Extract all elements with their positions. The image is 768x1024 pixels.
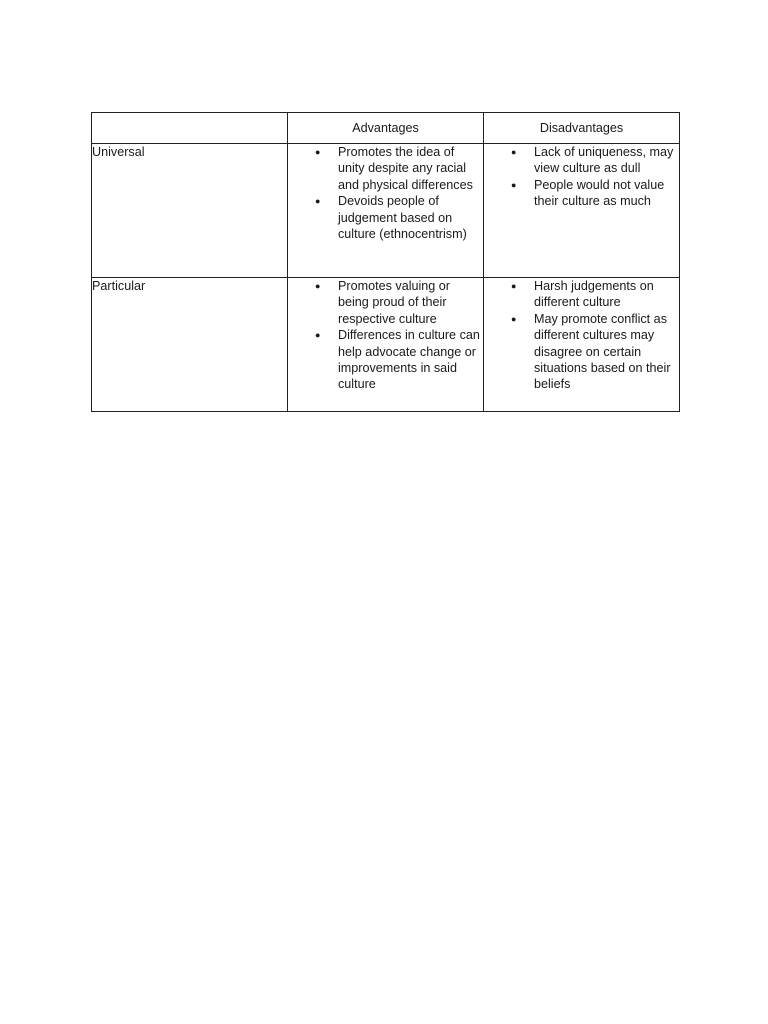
table-row-particular xyxy=(92,278,680,412)
list-item: ● Devoids people of judgement based on culture (ethnocentrism) xyxy=(288,193,483,242)
universal-disadvantages-list xyxy=(484,144,679,210)
list-item: ● Harsh judgements on different culture xyxy=(484,278,679,311)
universal-advantages-cell xyxy=(288,144,484,278)
list-item: ● Promotes the idea of unity despite any racial and physical differences xyxy=(288,144,483,193)
particular-disadvantages-list xyxy=(484,278,679,393)
header-corner-cell xyxy=(92,113,288,144)
particular-advantages-list xyxy=(288,278,483,393)
table-row-universal xyxy=(92,144,680,278)
particular-disadvantages-cell xyxy=(484,278,680,412)
comparison-table xyxy=(91,112,680,412)
header-advantages: Advantages xyxy=(288,113,484,144)
list-item: ● May promote conflict as different cultures may disagree on certain situations based on their beliefs xyxy=(484,311,679,393)
header-row xyxy=(92,113,680,144)
row-label-particular: Particular xyxy=(92,278,288,412)
universal-disadvantages-cell xyxy=(484,144,680,278)
list-item: ● Lack of uniqueness, may view culture as dull xyxy=(484,144,679,177)
list-item: ● Differences in culture can help advocate change or improvements in said culture xyxy=(288,327,483,393)
row-label-universal: Universal xyxy=(92,144,288,278)
list-item: ● People would not value their culture as much xyxy=(484,177,679,210)
header-disadvantages: Disadvantages xyxy=(484,113,680,144)
particular-advantages-cell xyxy=(288,278,484,412)
universal-advantages-list xyxy=(288,144,483,242)
list-item: ● Promotes valuing or being proud of their respective culture xyxy=(288,278,483,327)
